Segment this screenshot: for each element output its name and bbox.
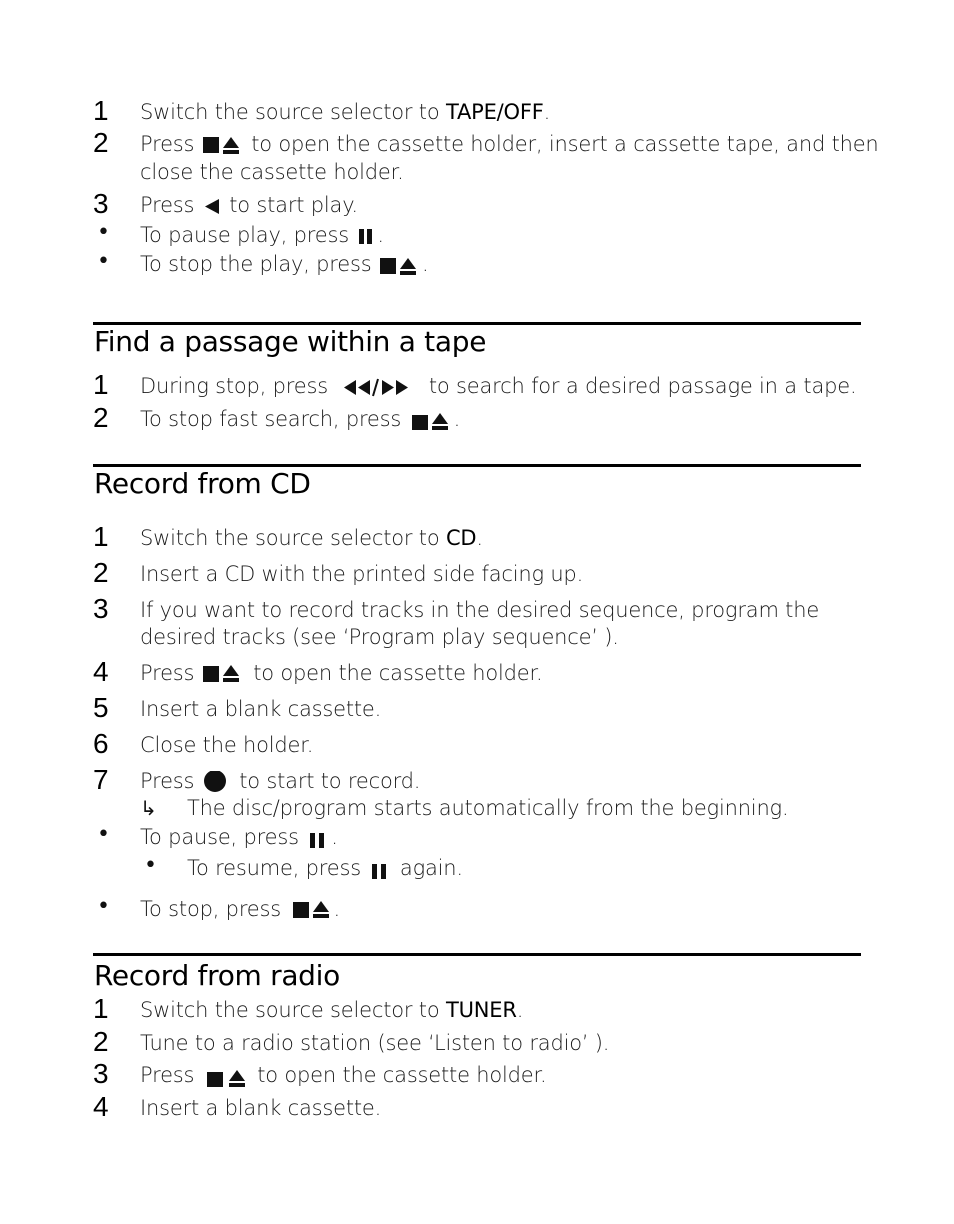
step-text: Switch the source selector to — [140, 526, 446, 550]
step-number: 1 — [93, 95, 109, 126]
step-continuation: desired tracks (see ‘Program play sequence’ ). — [140, 625, 619, 649]
bullet-item — [0, 893, 954, 927]
step-number: 3 — [93, 1058, 109, 1089]
step-text: To stop fast search, press — [140, 407, 408, 431]
step-text: Tune to a radio station (see ‘Listen to radio’ ). — [140, 1031, 610, 1055]
step-text-end: to search for a desired passage in a tape. — [422, 374, 857, 398]
step-text: Switch the source selector to — [140, 998, 446, 1022]
step-text: Insert a blank cassette. — [140, 697, 382, 721]
step-item — [0, 1059, 954, 1093]
step-number: 4 — [93, 656, 109, 687]
step-number: 4 — [93, 1091, 109, 1122]
stop-eject-icon — [380, 252, 420, 278]
step-text-end: . — [543, 100, 551, 124]
stop-eject-icon — [203, 1063, 249, 1089]
step-text-end: . — [453, 407, 461, 431]
rewind-fast-forward-icon — [336, 374, 420, 400]
step-number: 1 — [93, 369, 109, 400]
step-text: Press — [140, 132, 201, 156]
step-item — [0, 729, 954, 763]
step-text-end: to start play. — [222, 193, 358, 217]
pause-icon — [369, 856, 391, 882]
step-text: Press — [140, 769, 201, 793]
step-item — [0, 994, 954, 1028]
bullet-text-end: again. — [393, 856, 463, 880]
step-text: Switch the source selector to — [140, 100, 446, 124]
result-text: The disc/program starts automatically from the beginning. — [187, 796, 789, 820]
bullet-text: To stop, press — [140, 897, 288, 921]
step-text: Close the holder. — [140, 733, 314, 757]
step-number: 2 — [93, 127, 109, 158]
step-item — [0, 594, 954, 628]
stop-eject-icon — [203, 132, 243, 158]
bullet-symbol: • — [97, 220, 110, 245]
step-text: Press — [140, 193, 201, 217]
bullet-text: To pause play, press — [140, 223, 356, 247]
step-text-end: . — [476, 526, 483, 550]
step-text-end: . — [516, 998, 524, 1022]
step-number: 6 — [93, 728, 109, 759]
step-continuation: close the cassette holder. — [140, 160, 404, 184]
selector-label: CD — [445, 526, 477, 550]
step-text-end: to start to record. — [232, 769, 421, 793]
step-text-end: to open the cassette holder. — [246, 661, 543, 685]
bullet-item — [0, 248, 954, 282]
step-item — [0, 128, 954, 162]
bullet-symbol: • — [97, 894, 110, 919]
step-number: 3 — [93, 593, 109, 624]
bullet-text-end: . — [333, 897, 340, 921]
bullet-symbol: • — [97, 822, 110, 847]
step-text: Press — [140, 661, 201, 685]
step-item — [0, 1027, 954, 1061]
step-number: 5 — [93, 692, 109, 723]
step-item — [0, 558, 954, 592]
step-number: 2 — [93, 1026, 109, 1057]
step-item — [0, 370, 954, 404]
bullet-item — [0, 821, 954, 855]
step-text: Press — [140, 1063, 201, 1087]
step-number: 7 — [93, 764, 109, 795]
bullet-symbol: • — [144, 853, 157, 878]
bullet-text-end: . — [331, 825, 338, 849]
step-text: If you want to record tracks in the desired sequence, program the — [140, 598, 820, 622]
bullet-symbol: • — [97, 249, 110, 274]
step-item — [0, 189, 954, 223]
section-heading-find-passage: Find a passage within a tape — [94, 325, 487, 358]
step-item — [0, 693, 954, 727]
play-icon — [203, 193, 221, 219]
step-number: 3 — [93, 188, 109, 219]
step-text-end: to open the cassette holder, insert a cassette tape, and then — [244, 132, 879, 156]
stop-eject-icon — [203, 661, 245, 687]
section-heading-record-cd: Record from CD — [94, 467, 311, 500]
step-number: 2 — [93, 402, 109, 433]
step-item — [0, 1092, 954, 1126]
pause-icon — [307, 825, 329, 851]
section-heading-record-radio: Record from radio — [94, 959, 340, 992]
section-divider — [93, 953, 861, 956]
bullet-text: To pause, press — [140, 825, 306, 849]
step-item — [0, 96, 954, 130]
step-text: Insert a CD with the printed side facing up. — [140, 562, 584, 586]
stop-eject-icon — [289, 897, 331, 923]
step-text: Insert a blank cassette. — [140, 1096, 382, 1120]
step-number: 1 — [93, 521, 109, 552]
step-text-end: to open the cassette holder. — [250, 1063, 547, 1087]
sub-bullet-item — [0, 852, 954, 886]
step-item — [0, 657, 954, 691]
step-number: 1 — [93, 993, 109, 1024]
step-text: During stop, press — [140, 374, 335, 398]
pause-icon — [357, 223, 375, 249]
step-number: 2 — [93, 557, 109, 588]
bullet-text: To resume, press — [187, 856, 368, 880]
step-item — [0, 403, 954, 437]
selector-label: TAPE/OFF — [445, 100, 544, 124]
stop-eject-icon — [410, 407, 452, 433]
step-item — [0, 522, 954, 556]
bullet-text: To stop the play, press — [140, 252, 378, 276]
result-arrow-icon: ↳ — [140, 796, 157, 820]
selector-label: TUNER — [445, 998, 517, 1022]
bullet-text-end: . — [421, 252, 429, 276]
bullet-text-end: . — [377, 223, 384, 247]
